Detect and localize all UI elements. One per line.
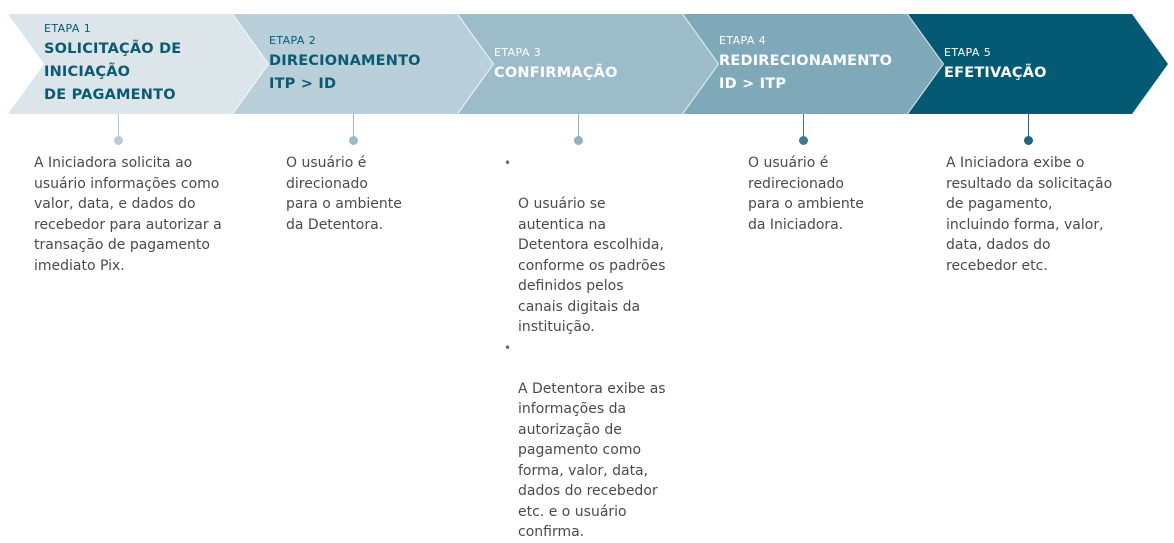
stage-3-title-line: CONFIRMAÇÃO — [494, 65, 618, 81]
stage-1-header — [44, 22, 244, 122]
stage-3-dot — [574, 136, 583, 145]
stage-3-bullet-list — [498, 153, 703, 543]
stage-3-header — [494, 46, 694, 146]
stage-1-description: A Iniciadora solicita ao usuário informações como valor, data, e dados do recebedor para autorizar a transação de pagamento imediato Pix. — [34, 155, 222, 274]
bullet-icon: • — [504, 340, 512, 355]
stage-5-dot — [1024, 136, 1033, 145]
stage-2-title — [269, 50, 469, 96]
stage-1-title-line: INICIAÇÃO — [44, 64, 131, 80]
stage-4-header — [719, 34, 919, 134]
stage-2-dot — [349, 136, 358, 145]
stage-4-title — [719, 50, 919, 96]
stage-2-header — [269, 34, 469, 134]
bullet-icon: • — [504, 156, 512, 170]
stage-5-description: A Iniciadora exibe o resultado da solicitação de pagamento, incluindo forma, valor, data, dados do recebedor etc. — [946, 155, 1113, 274]
stage-1-dot — [114, 136, 123, 145]
stage-2-label: ETAPA 2 — [269, 34, 317, 47]
stage-4-title-line: ID > ITP — [719, 76, 787, 92]
stage-4-description: O usuário é redirecionado para o ambiente da Iniciadora. — [748, 155, 864, 233]
stage-2-description: O usuário é direcionado para o ambiente da Detentora. — [286, 155, 402, 233]
stage-3-bullet-text: A Detentora exibe as informações da autorização de pagamento como forma, valor, data, dados do recebedor etc. e o usuário confirma. — [518, 380, 666, 540]
stage-1-title-line: SOLICITAÇÃO DE — [44, 41, 182, 57]
stage-3-bullet-text: O usuário se autentica na Detentora escolhida, conforme os padrões definidos pelos canais digitais da instituição. — [518, 196, 666, 335]
stage-4-label: ETAPA 4 — [719, 34, 767, 47]
stage-1-label: ETAPA 1 — [44, 22, 92, 35]
stage-5-title-line: EFETIVAÇÃO — [944, 65, 1047, 81]
stage-1-title-line: DE PAGAMENTO — [44, 87, 176, 103]
stage-1-title — [44, 38, 244, 107]
stage-2-title-line: ITP > ID — [269, 76, 337, 92]
stage-4-dot — [799, 136, 808, 145]
stage-2-title-line: DIRECIONAMENTO — [269, 53, 421, 69]
stage-5-label: ETAPA 5 — [944, 46, 992, 59]
stage-3-bullet-item — [498, 153, 703, 338]
stage-3-label: ETAPA 3 — [494, 46, 542, 59]
stage-5-header — [944, 46, 1144, 146]
stage-3-title — [494, 62, 694, 85]
stage-3-bullet-item — [498, 338, 703, 543]
stage-4-title-line: REDIRECIONAMENTO — [719, 53, 893, 69]
stage-5-title — [944, 62, 1144, 85]
